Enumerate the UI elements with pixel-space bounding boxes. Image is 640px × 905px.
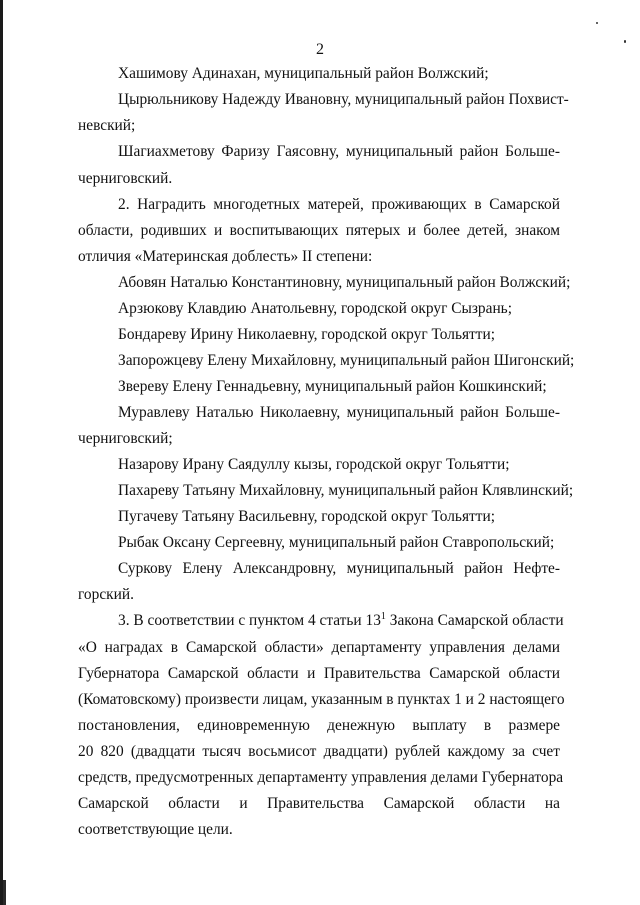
article-superscript: 1: [380, 610, 386, 622]
award-line: Бондареву Ирину Николаевну, городской округ Тольятти;: [118, 326, 496, 343]
paragraph-2-line: 2. Наградить многодетных матерей, проживающих в Самарской: [118, 196, 560, 213]
award-line: невский;: [78, 117, 136, 134]
award-line: Шагиахметову Фаризу Гаясовну, муниципальный район Больше-: [118, 143, 560, 160]
award-line: Рыбак Оксану Сергеевну, муниципальный район Ставропольский;: [118, 534, 555, 551]
scan-speck: [596, 22, 598, 24]
paragraph-3-line: 20 820 (двадцати тысяч восьмисот двадцати) рублей каждому за счет: [78, 743, 560, 760]
award-line: Звереву Елену Геннадьевну, муниципальный район Кошкинский;: [118, 378, 547, 395]
paragraph-3-line: Губернатора Самарской области и Правительства Самарской области: [78, 665, 560, 682]
award-line: Цырюльникову Надежду Ивановну, муниципальный район Похвист-: [118, 91, 569, 108]
award-line: Хашимову Адинахан, муниципальный район Волжский;: [118, 65, 489, 82]
award-line: Муравлеву Наталью Николаевну, муниципальный район Больше-: [118, 404, 560, 421]
award-line: черниговский.: [78, 170, 173, 187]
paragraph-3-line: «О наградах в Самарской области» департаменту управления делами: [78, 639, 560, 656]
award-line: Суркову Елену Александровну, муниципальный район Нефте-: [118, 560, 560, 577]
paragraph-3-first-line: [118, 610, 564, 631]
paragraph-3-text: 3. В соответствии с пунктом 4 статьи 13: [118, 612, 381, 629]
award-line: черниговский;: [78, 430, 173, 447]
scan-edge-shadow-bottom: [3, 880, 6, 905]
paragraph-2-line: области, родивших и воспитывающих пятерых и более детей, знаком: [78, 222, 560, 239]
paragraph-3-line: постановления, единовременную денежную выплату в размере: [78, 717, 560, 734]
paragraph-3-line: (Коматовскому) произвести лицам, указанным в пунктах 1 и 2 настоящего: [78, 691, 565, 708]
paragraph-2-line: отличия «Материнская доблесть» II степени:: [78, 248, 373, 265]
award-line: Абовян Наталью Константиновну, муниципальный район Волжский;: [118, 274, 571, 291]
scan-edge-shadow: [0, 0, 3, 905]
paragraph-3-line: средств, предусмотренных департаменту управления делами Губернатора: [78, 769, 564, 786]
award-line: Арзюкову Клавдию Анатольевну, городской округ Сызрань;: [118, 300, 512, 317]
award-line: горский.: [78, 586, 134, 603]
paragraph-3-text: Закона Самарской области: [385, 612, 564, 629]
award-line: Назарову Ирану Саядуллу кызы, городской округ Тольятти;: [118, 456, 510, 473]
award-line: Запорожцеву Елену Михайловну, муниципальный район Шигонский;: [118, 352, 575, 369]
award-line: Пугачеву Татьяну Васильевну, городской округ Тольятти;: [118, 508, 495, 525]
page-number: 2: [316, 41, 324, 58]
paragraph-3-line: соответствующие цели.: [78, 821, 233, 838]
award-line: Пахареву Татьяну Михайловну, муниципальный район Клявлинский;: [118, 482, 574, 499]
paragraph-3-line: Самарской области и Правительства Самарской области на: [78, 795, 560, 812]
